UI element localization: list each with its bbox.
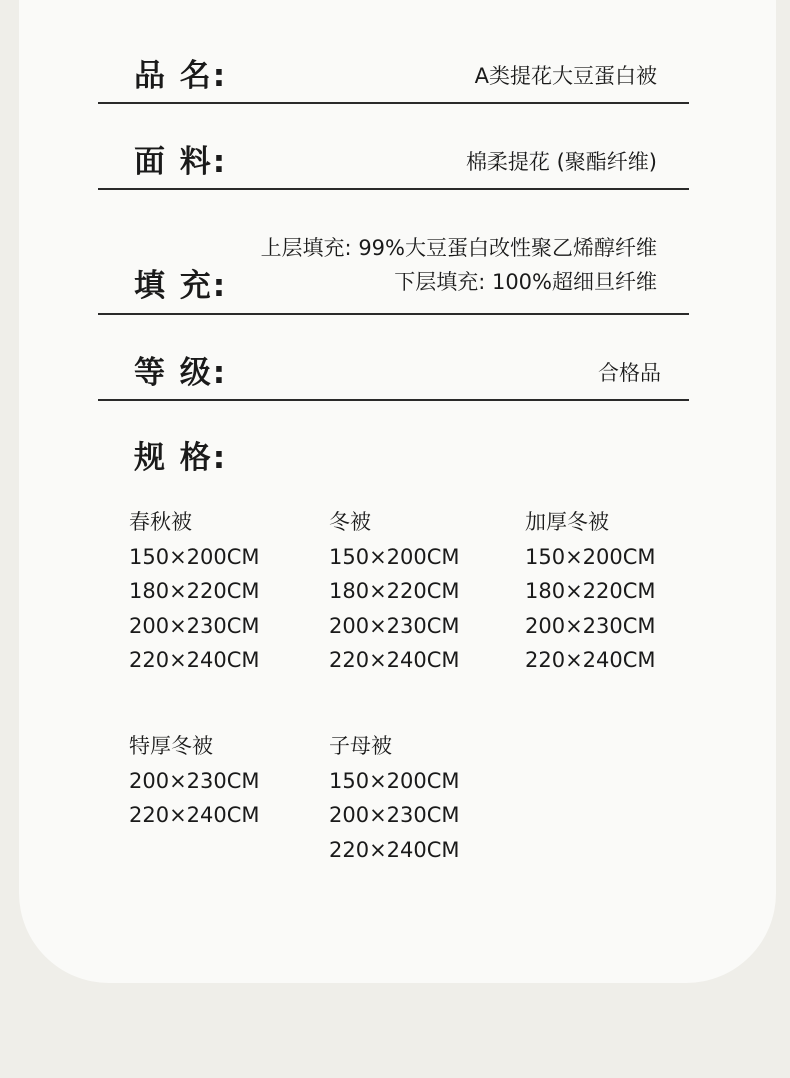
spec-group-winter [329,505,460,678]
spec-size: 220×240CM [525,648,656,673]
spec-size: 150×200CM [129,544,260,569]
spec-size: 220×240CM [329,648,460,673]
spec-group-combo [329,729,460,867]
spec-group-thick-winter [525,505,656,678]
spec-size: 150×200CM [329,544,460,569]
spec-size: 150×200CM [525,544,656,569]
grade-label: 等 级: [134,355,228,391]
fabric-value: 棉柔提花 (聚酯纤维) [465,150,657,174]
grade-value: 合格品 [598,361,661,385]
spec-size: 220×240CM [329,837,460,862]
spec-group-name: 子母被 [329,734,392,758]
spec-size: 200×230CM [129,613,260,638]
product-name-label: 品 名: [134,58,228,94]
filling-lower: 下层填充: 100%超细旦纤维 [394,270,657,294]
spec-size: 220×240CM [129,803,260,828]
spec-size: 200×230CM [329,803,460,828]
specs-label: 规 格: [134,440,228,476]
filling-upper: 上层填充: 99%大豆蛋白改性聚乙烯醇纤维 [260,236,657,260]
spec-size: 200×230CM [525,613,656,638]
spec-size: 180×220CM [525,579,656,604]
product-name-value: A类提花大豆蛋白被 [474,64,657,88]
spec-group-extra-thick-winter [129,729,260,833]
spec-size: 200×230CM [329,613,460,638]
spec-group-spring-autumn [129,505,260,678]
spec-size: 220×240CM [129,648,260,673]
row-grade [98,315,689,401]
spec-group-name: 特厚冬被 [129,734,213,758]
spec-group-name: 加厚冬被 [525,510,609,534]
spec-group-name: 春秋被 [129,510,192,534]
spec-group-name: 冬被 [329,510,371,534]
spec-size: 180×220CM [329,579,460,604]
row-fabric [98,104,689,190]
row-product-name [98,0,689,104]
spec-size: 150×200CM [329,768,460,793]
row-filling [98,190,689,315]
fabric-label: 面 料: [134,144,228,180]
spec-size: 180×220CM [129,579,260,604]
spec-size: 200×230CM [129,768,260,793]
filling-label: 填 充: [134,268,228,304]
